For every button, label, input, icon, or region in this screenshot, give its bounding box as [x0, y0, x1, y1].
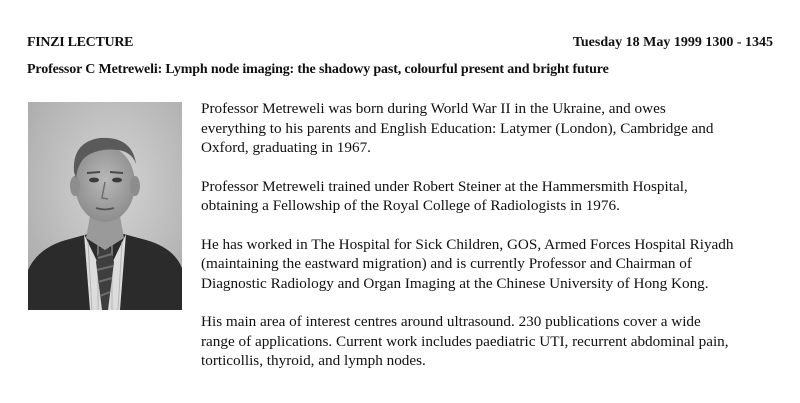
speaker-biography — [201, 99, 791, 390]
bio-paragraph-training: Professor Metreweli trained under Robert Steiner at the Hammersmith Hospital, obtaining a Fellowship of the Royal College of Radiologists in 1976. — [201, 177, 688, 214]
bio-paragraph-education: Professor Metreweli was born during World War II in the Ukraine, and owes everything to his parents and English Education: Latymer (London), Cambridge and Oxford, graduating in 1967. — [201, 100, 714, 156]
lecture-title: Professor C Metreweli: Lymph node imaging: the shadowy past, colourful present and bright future — [27, 62, 609, 77]
portrait-photo-icon — [28, 102, 182, 310]
speaker-portrait — [28, 102, 182, 310]
session-date-time: Tuesday 18 May 1999 1300 - 1345 — [572, 35, 773, 50]
bio-paragraph-career: He has worked in The Hospital for Sick Children, GOS, Armed Forces Hospital Riyadh (maintaining the eastward migration) and is currently Professor and Chairman of Diagnostic Radiology and Organ Imaging at the Chinese University of Hong Kong. — [201, 235, 734, 292]
lecture-label: FINZI LECTURE — [27, 35, 134, 50]
bio-paragraph-interests: His main area of interest centres around ultrasound. 230 publications cover a wide range of applications. Current work includes paediatric UTI, recurrent abdominal pain, torticollis, thyroid, and lymph nodes. — [201, 313, 729, 369]
